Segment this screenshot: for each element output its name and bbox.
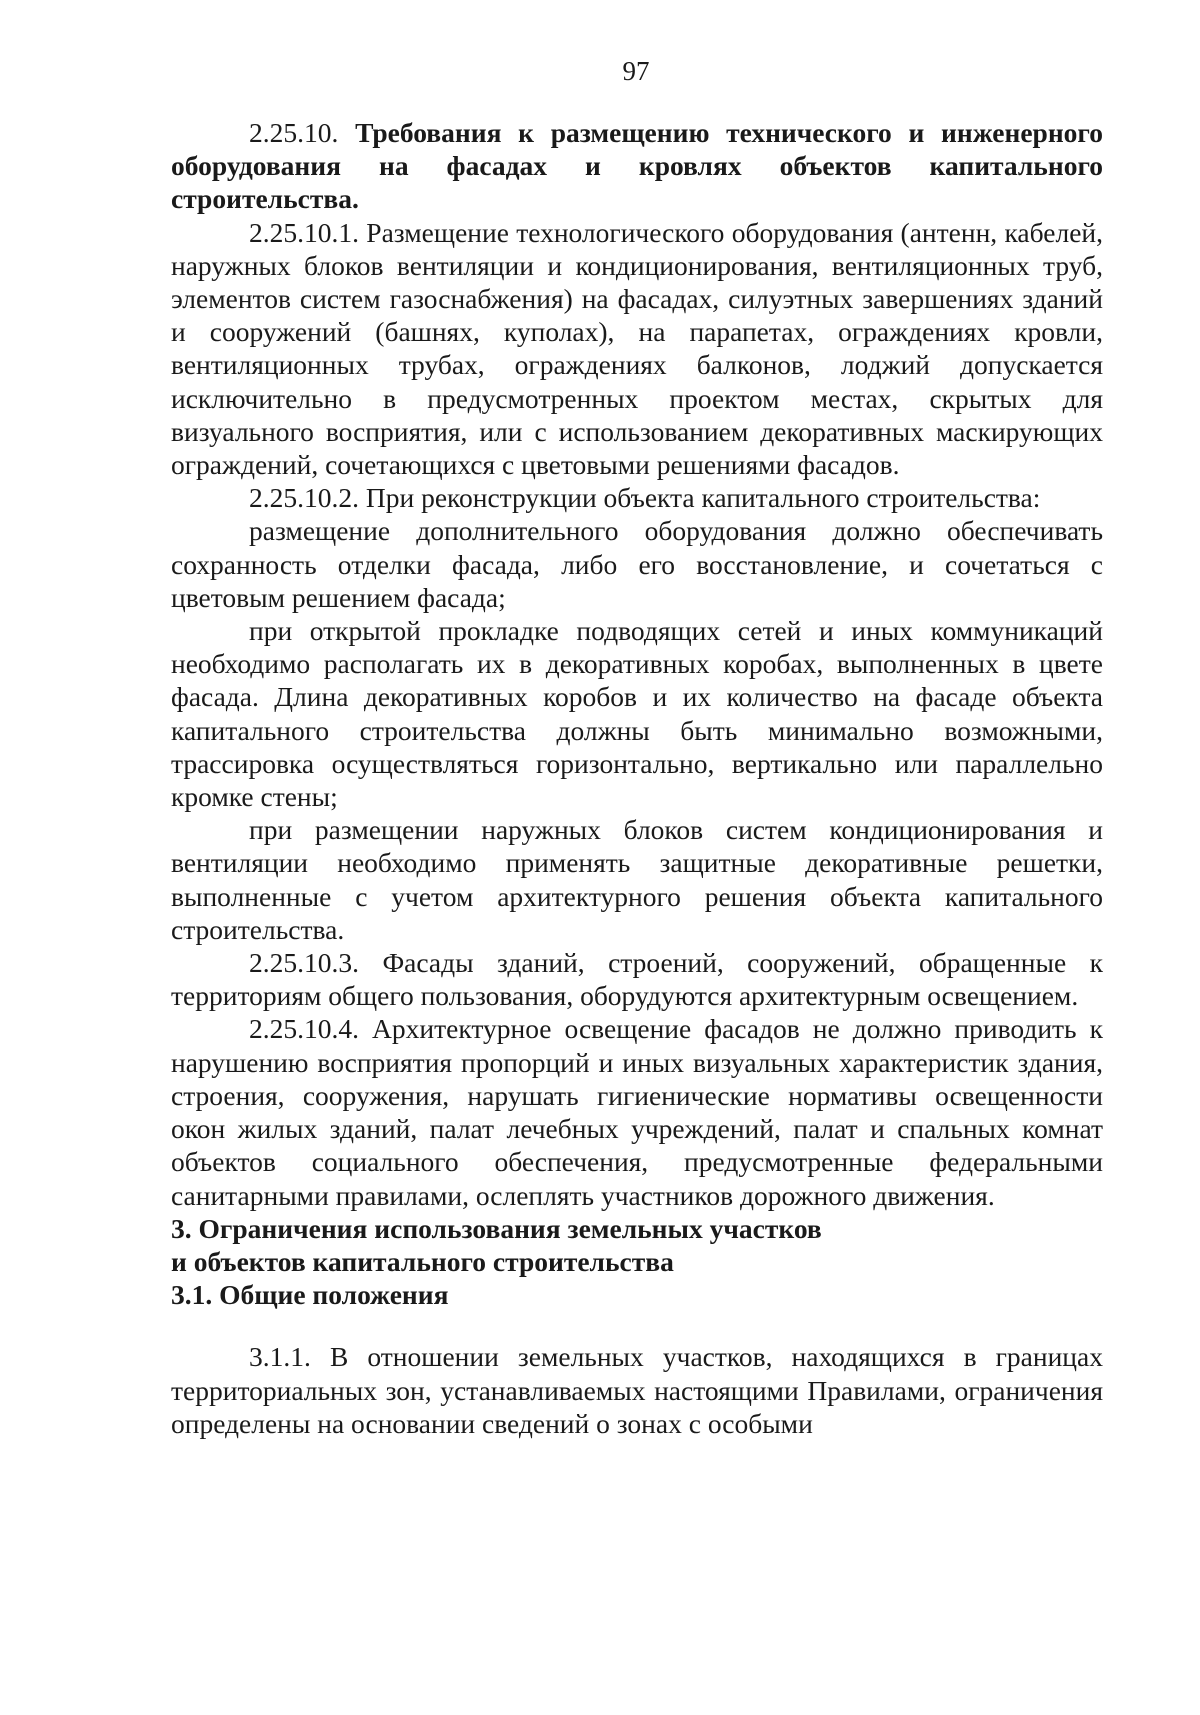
list-item-open-wiring: при открытой прокладке подводящих сетей и иных коммуникаций необходимо располагать их в декоративных коробах, выполненных в цвете фасада. Длина декоративных коробов и их количество на фасаде объекта капитального строительства должны быть минимально возможными, трассировка осуществляться горизонтально, вертикально или параллельно кромке стены; <box>171 615 1103 813</box>
section-3-title-line1: 3. Ограничения использования земельных участков <box>171 1212 822 1244</box>
list-item-equipment-placement: размещение дополнительного оборудования должно обеспечивать сохранность отделки фасада, либо его восстановление, и сочетаться с цветовым решением фасада; <box>171 515 1103 613</box>
list-item-ac-units: при размещении наружных блоков систем кондиционирования и вентиляции необходимо применять защитные декоративные решетки, выполненные с учетом архитектурного решения объекта капитального строительства. <box>171 814 1103 945</box>
paragraph-2-25-10-2: 2.25.10.2. При реконструкции объекта капитального строительства: <box>249 482 1041 514</box>
section-3-1-title: 3.1. Общие положения <box>171 1279 449 1311</box>
subsection-number: 2.25.10. <box>249 117 339 148</box>
section-3-title-line2: и объектов капитального строительства <box>171 1245 674 1277</box>
page-number: 97 <box>622 56 650 86</box>
subsection-title: Требования к размещению технического и инженерного оборудования на фасадах и кровлях объектов капитального строительства. <box>171 117 1103 215</box>
document-body <box>171 116 1103 1440</box>
paragraph-2-25-10-3: 2.25.10.3. Фасады зданий, строений, сооружений, обращенные к территориям общего пользования, оборудуются архитектурным освещением. <box>171 947 1103 1012</box>
paragraph-2-25-10-4: 2.25.10.4. Архитектурное освещение фасадов не должно приводить к нарушению восприятия пропорций и иных визуальных характеристик здания, строения, сооружения, нарушать гигиенические нормативы освещенности окон жилых зданий, палат лечебных учреждений, палат и спальных комнат объектов социального обеспечения, предусмотренные федеральными санитарными правилами, ослеплять участников дорожного движения. <box>171 1013 1103 1211</box>
subsection-heading <box>171 116 1103 216</box>
paragraph-2-25-10-1: 2.25.10.1. Размещение технологического оборудования (антенн, кабелей, наружных блоков вентиляции и кондиционирования, вентиляционных труб, элементов систем газоснабжения) на фасадах, силуэтных завершениях зданий и сооружений (башнях, куполах), на парапетах, ограждениях кровли, вентиляционных трубах, ограждениях балконов, лоджий допускается исключительно в предусмотренных проектом местах, скрытых для визуального восприятия, или с использованием декоративных маскирующих ограждений, сочетающихся с цветовыми решениями фасадов. <box>171 216 1103 481</box>
paragraph-3-1-1: 3.1.1. В отношении земельных участков, находящихся в границах территориальных зон, устанавливаемых настоящими Правилами, ограничения определены на основании сведений о зонах с особыми <box>171 1341 1103 1439</box>
